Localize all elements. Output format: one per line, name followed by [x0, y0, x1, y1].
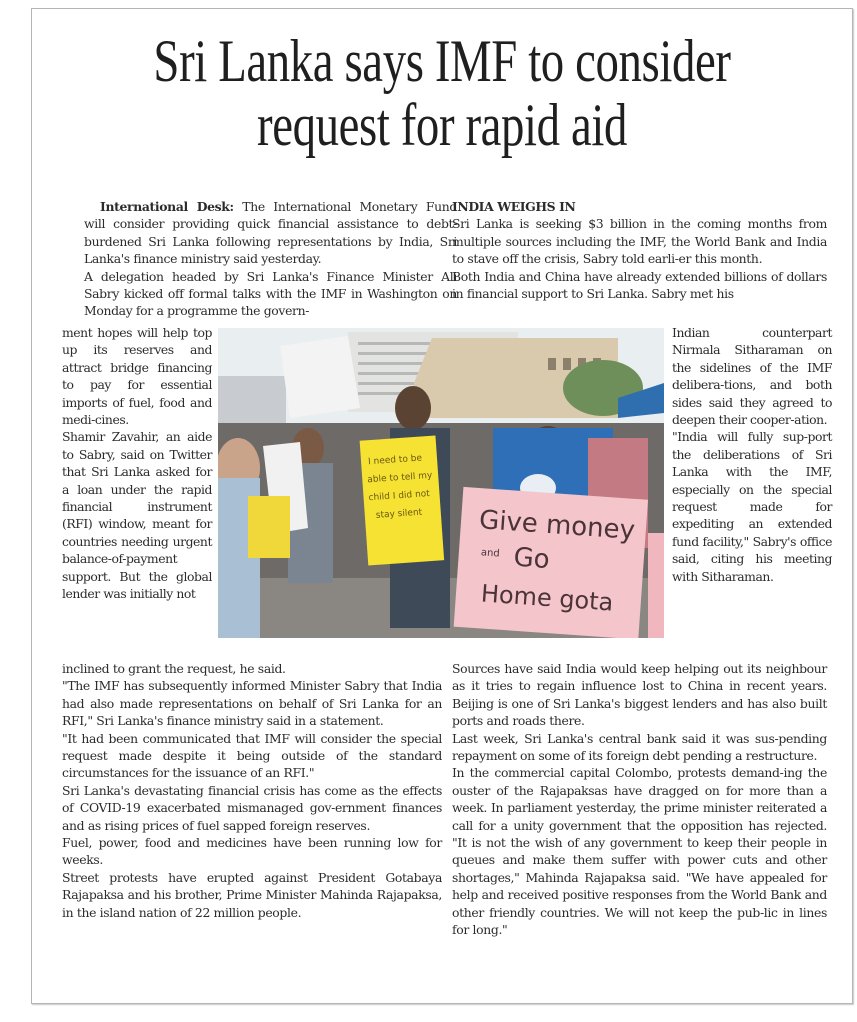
pink-sign-line-3: Home gota — [480, 579, 615, 617]
paragraph: inclined to grant the request, he said. — [62, 661, 286, 676]
paragraph: "India will fully sup-port the deliberations of Sri Lanka with the IMF, especially on the special request made for expediting an extended fund facility," Sabry's office said, citing his meeting with Sitharaman. — [672, 429, 832, 584]
yellow-sign-line-1: I need to be — [367, 453, 423, 468]
photo-white-sign-top — [280, 336, 360, 418]
pink-sign-and: and — [480, 547, 501, 560]
headline-line-2: request for rapid aid — [257, 92, 627, 158]
headline-line-1: Sri Lanka says IMF to consider — [153, 28, 731, 94]
left-column-narrow — [62, 324, 212, 603]
photo-pink-sign — [454, 487, 648, 638]
paragraph: Sri Lanka's devastating financial crisis has come as the effects of COVID-19 exacerbated mismanaged gov-ernment finances and as rising prices of fuel sapped foreign reserves. — [62, 782, 442, 833]
paragraph: Last week, Sri Lanka's central bank said it was sus-pending repayment on some of its foreign debt pending a restructure. — [452, 730, 827, 764]
yellow-sign-line-4: stay silent — [375, 507, 423, 521]
paragraph: Fuel, power, food and medicines have been running low for weeks. — [62, 835, 442, 868]
paragraph: Shamir Zavahir, an aide to Sabry, said on Twitter that Sri Lanka asked for a loan under the rapid financial instrument (RFI) window, meant for countries needing urgent balance-of-payment support. But the global lender was initially not — [62, 429, 212, 602]
subheading: INDIA WEIGHS IN — [452, 199, 576, 214]
paragraph: Sources have said India would keep helping out its neighbour as it tries to regain influence lost to China in recent years. Beijing is one of Sri Lanka's biggest lenders and has also built ports and roads there. — [452, 661, 827, 729]
headline — [122, 29, 762, 157]
paragraph-text: The International Monetary Fund will consider providing quick financial assistance to debt-burdened Sri Lanka following representations by India, Sri Lanka's finance ministry said yesterday. — [84, 199, 458, 267]
right-column-narrow — [672, 324, 832, 585]
paragraph: Sri Lanka is seeking $3 billion in the coming months from multiple sources including the IMF, the World Bank and India to stave off the crisis, Sabry told earli-er this month. — [452, 216, 827, 267]
paragraph: Street protests have erupted against President Gotabaya Rajapaksa and his brother, Prime Minister Mahinda Rajapaksa, in the island nation of 22 million people. — [62, 869, 442, 920]
left-column-top — [84, 198, 457, 320]
photo-yellow-sign — [360, 435, 445, 565]
paragraph: Both India and China have already extended billions of dollars in financial support to Sri Lanka. Sabry met his — [452, 268, 827, 302]
byline: International Desk: — [100, 199, 234, 214]
yellow-sign-line-3: child I did not — [368, 489, 431, 504]
protest-photo — [218, 328, 664, 638]
photo-small-yellow-sign — [248, 496, 290, 558]
paragraph: Indian counterpart Nirmala Sitharaman on the sidelines of the IMF delibera-tions, and both sides said they agreed to deepen their cooper-ation. — [672, 325, 832, 428]
paragraph: "The IMF has subsequently informed Minister Sabry that India had also made representations on behalf of Sri Lanka for an RFI," Sri Lanka's finance ministry said in a statement. — [62, 678, 442, 729]
left-column-bottom — [62, 660, 442, 921]
right-column-top — [452, 198, 827, 302]
pink-sign-line-2: Go — [512, 542, 551, 576]
pink-sign-line-1: Give money — [478, 505, 636, 546]
yellow-sign-line-2: able to tell my — [367, 470, 433, 486]
article-frame — [31, 8, 853, 1004]
paragraph — [84, 198, 457, 268]
paragraph: ment hopes will help top up its reserves and attract bridge financing to pay for essential imports of fuel, food and medi-cines. — [62, 325, 212, 428]
paragraph: A delegation headed by Sri Lanka's Finance Minister Ali Sabry kicked off formal talks with the IMF in Washington on Monday for a programme the govern- — [84, 268, 457, 319]
paragraph: In the commercial capital Colombo, protests demand-ing the ouster of the Rajapaksas have dragged on for more than a week. In parliament yesterday, the prime minister reiterated a call for a unity government that the opposition has rejected. "It is not the wish of any government to keep their people in queues and make them suffer with power cuts and other shortages," Mahinda Rajapaksa said. "We have appealed for help and received positive responses from the World Bank and other friendly countries. We will not keep the pub-lic in lines for long." — [452, 765, 827, 938]
paragraph: "It had been communicated that IMF will consider the special request made despite it being outside of the standard circumstances for the issuance of an RFI." — [62, 730, 442, 781]
right-column-bottom — [452, 660, 827, 939]
